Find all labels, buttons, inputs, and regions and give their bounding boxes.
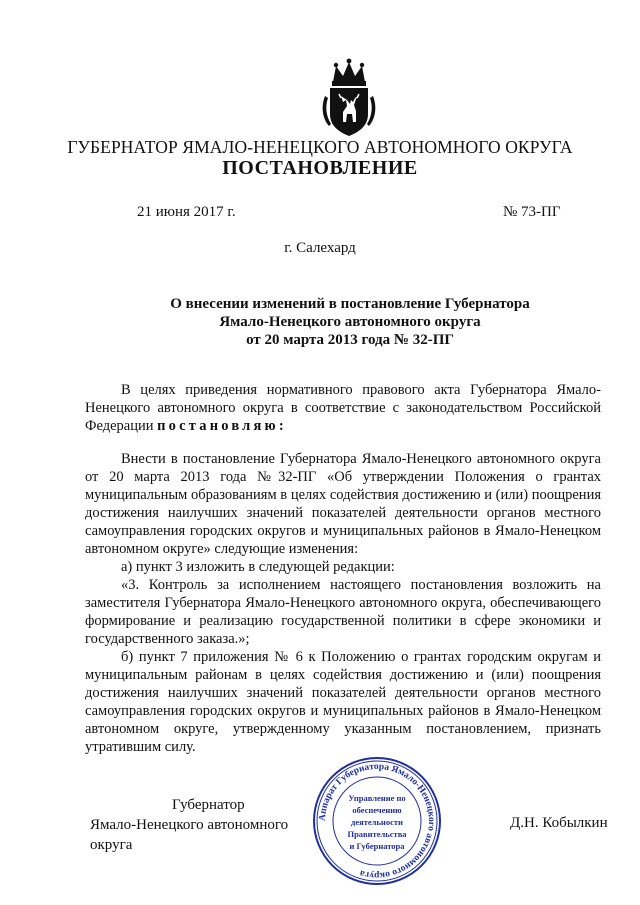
issue-place: г. Салехард bbox=[284, 240, 356, 256]
stamp-center-line: деятельности bbox=[351, 817, 403, 827]
enacting-keyword: постановляю: bbox=[157, 418, 287, 434]
operative-section bbox=[85, 450, 601, 756]
body-paragraph: а) пункт 3 изложить в следующей редакции: bbox=[121, 559, 395, 575]
signatory-position: Губернатор bbox=[172, 797, 245, 813]
signatory-region: Ямало-Ненецкого автономного округа bbox=[90, 817, 289, 853]
stamp-center-line: Правительства bbox=[347, 829, 407, 839]
body-paragraph: б) пункт 7 приложения № 6 к Положению о грантах городским округам и муниципальным районам в целях содействия достижению и (или) поощрения достижения наилучших значений показателей деятельности органов местного самоуправления городских округов и муниципальных районов в Ямало-Ненецком автономном округе, утвержденному указанным постановлением, признать утратившим силу. bbox=[85, 649, 601, 755]
document-date: 21 июня 2017 г. bbox=[137, 204, 236, 220]
preamble-text: В целях приведения нормативного правового акта Губернатора Ямало-Ненецкого автономного округа в соответствие с законодательством Российской Федерации bbox=[85, 382, 601, 434]
stamp-ring-text: Аппарат Губернатора Ямало-Ненецкого автономного округа bbox=[317, 761, 437, 881]
issuer-title: ГУБЕРНАТОР ЯМАЛО-НЕНЕЦКОГО АВТОНОМНОГО ОКРУГА bbox=[67, 137, 573, 157]
document-subject bbox=[100, 295, 600, 349]
stamp-center-line: обеспечению bbox=[352, 805, 402, 815]
signatory-title bbox=[90, 795, 330, 855]
preamble-paragraph bbox=[85, 381, 601, 435]
official-seal-stamp bbox=[311, 755, 443, 887]
subject-line: от 20 марта 2013 года № 32-ПГ bbox=[246, 332, 454, 348]
signatory-name: Д.Н. Кобылкин bbox=[510, 815, 608, 831]
body-paragraph: «3. Контроль за исполнением настоящего постановления возложить на заместителя Губернатора Ямало-Ненецкого автономного округа, обеспечивающего формирование и реализацию государственной политики в сфере экономики и государственного заказа.»; bbox=[85, 577, 601, 647]
body-paragraph: Внести в постановление Губернатора Ямало-Ненецкого автономного округа от 20 марта 2013 года №32-ПГ «Об утверждении Положения о грантах муниципальным образованиям в целях содействия достижению и (или) поощрения достижения наилучших значений показателей деятельности органов местного самоуправления городских округов и муниципальных районов в Ямало-Ненецком автономном округе» следующие изменения: bbox=[85, 451, 601, 557]
subject-line: О внесении изменений в постановление Губернатора bbox=[170, 296, 530, 312]
preamble bbox=[85, 381, 601, 435]
document-type: ПОСТАНОВЛЕНИЕ bbox=[222, 157, 418, 179]
subject-line: Ямало-Ненецкого автономного округа bbox=[219, 314, 481, 330]
stamp-center-line: Управление по bbox=[348, 793, 406, 803]
coat-of-arms-icon bbox=[319, 56, 379, 138]
stamp-center-line: и Губернатора bbox=[349, 841, 405, 851]
document-number: № 73-ПГ bbox=[503, 204, 561, 220]
